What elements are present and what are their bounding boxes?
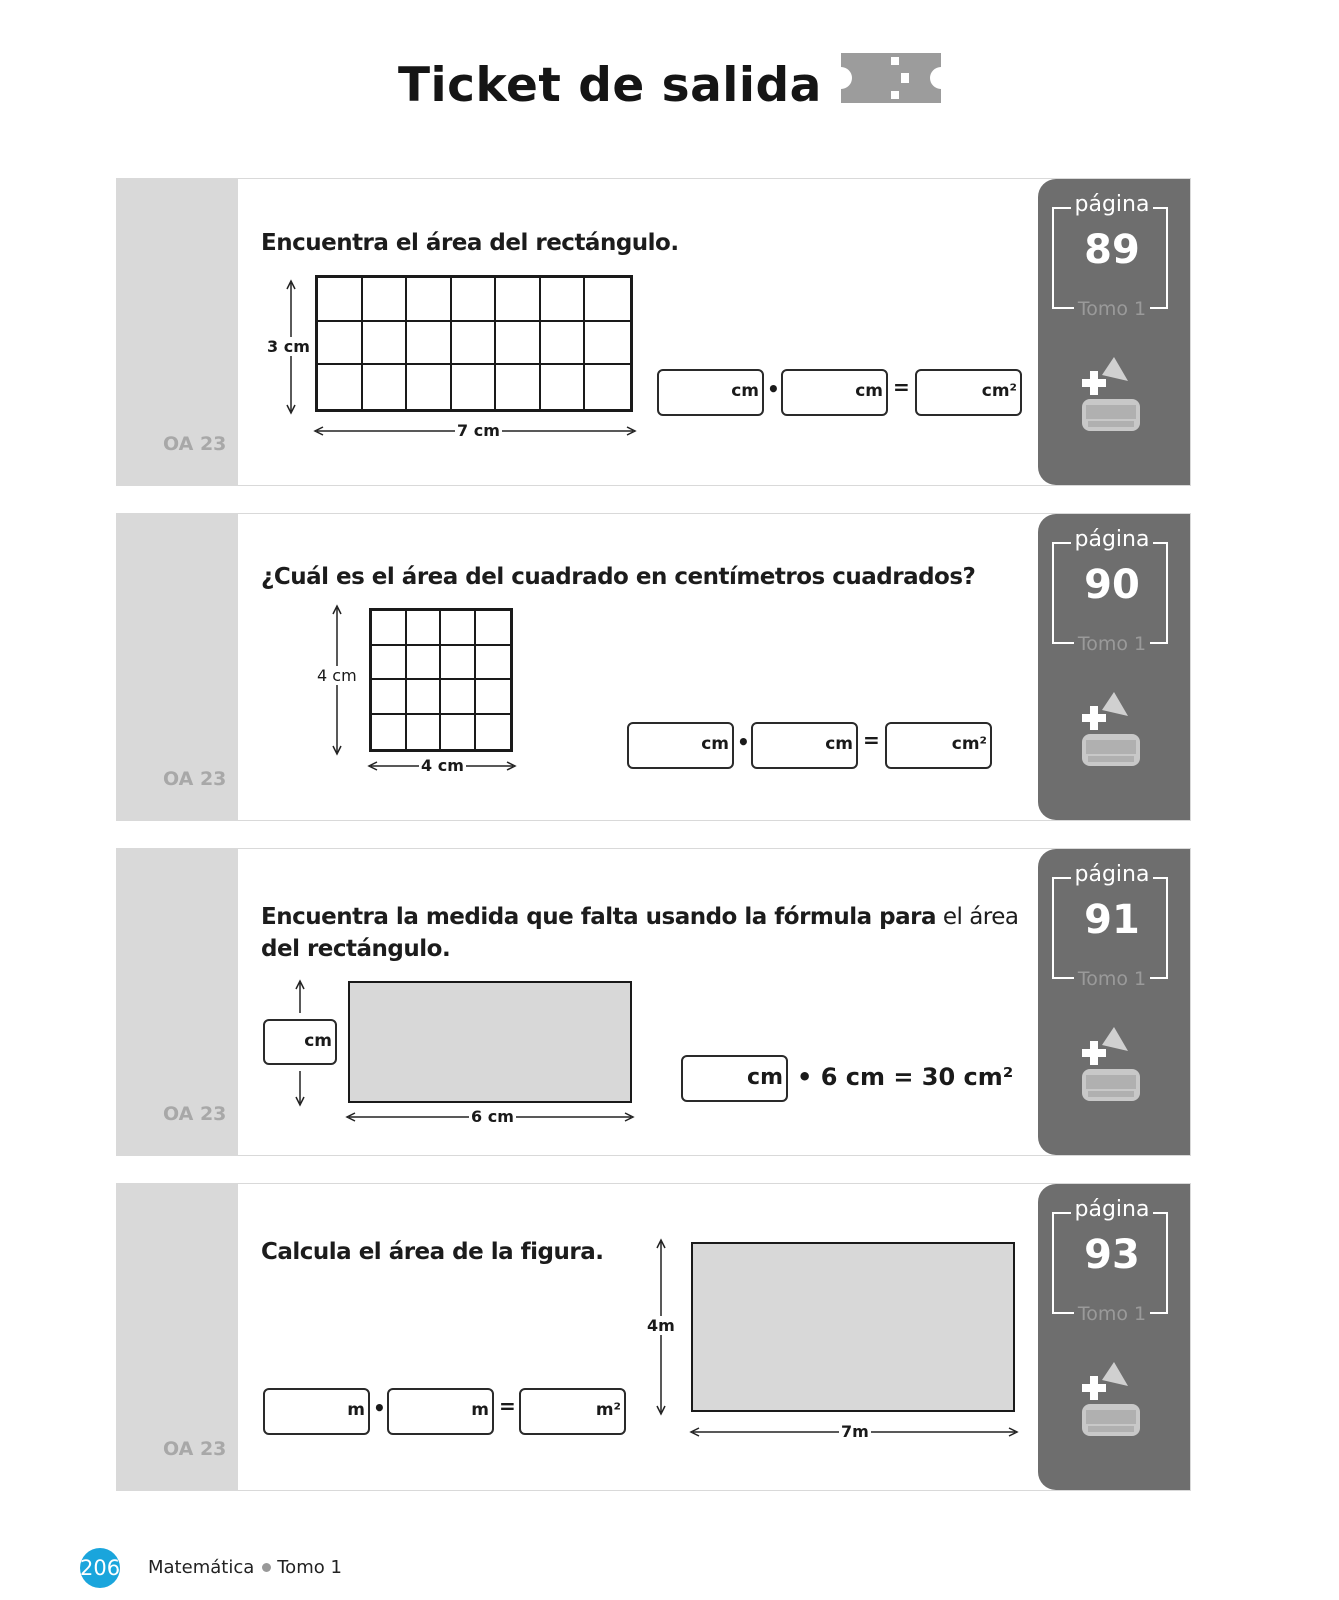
ticket-card-3 [116, 848, 1191, 1156]
page-header [0, 58, 1339, 113]
ticket-card-1 [116, 178, 1191, 486]
equation-rest: • 6 cm = 30 cm² [797, 1063, 1014, 1091]
tomo-label: Tomo 1 [1074, 298, 1150, 320]
footer-subject: Matemática [148, 1557, 255, 1578]
oa-label: OA 23 [163, 1103, 227, 1125]
answer-box-2[interactable]: cm [781, 369, 888, 416]
height-answer-box[interactable]: cm [263, 1019, 337, 1065]
multiply-sign: • [737, 730, 750, 754]
width-label: 4 cm [421, 756, 464, 775]
height-label: 4m [647, 1316, 675, 1335]
ticket-icon [841, 53, 941, 107]
question-text: ¿Cuál es el área del cuadrado en centímetros cuadrados? [261, 564, 976, 590]
tomo-label: Tomo 1 [1074, 1303, 1150, 1325]
page-label: página [1071, 192, 1154, 217]
answer-box-1[interactable]: cm [657, 369, 764, 416]
dimension-arrows [117, 514, 1192, 822]
multiply-sign: • [767, 377, 780, 401]
equals-sign: = [499, 1394, 516, 1418]
tomo-label: Tomo 1 [1074, 633, 1150, 655]
page-label: página [1071, 527, 1154, 552]
height-label: 4 cm [317, 666, 357, 685]
ticket-card-4 [116, 1183, 1191, 1491]
page-number: 89 [1084, 227, 1140, 273]
answer-box-3[interactable]: m² [519, 1388, 626, 1435]
page-label: página [1071, 1197, 1154, 1222]
answer-box-3[interactable]: cm² [915, 369, 1022, 416]
height-label: 3 cm [267, 337, 310, 356]
dimension-arrows [117, 179, 1192, 487]
dimension-arrows [117, 849, 1192, 1157]
page-number: 90 [1084, 562, 1140, 608]
ticket-card-2 [116, 513, 1191, 821]
question-light-part: el área [936, 904, 1019, 930]
answer-box-2[interactable]: cm [751, 722, 858, 769]
answer-box-3[interactable]: cm² [885, 722, 992, 769]
oa-label: OA 23 [163, 768, 227, 790]
page-title: Ticket de salida [398, 58, 822, 113]
footer-text [148, 1557, 342, 1578]
oa-label: OA 23 [163, 1438, 227, 1460]
width-label: 7 cm [457, 421, 500, 440]
answer-box-2[interactable]: m [387, 1388, 494, 1435]
question-text: Encuentra el área del rectángulo. [261, 230, 679, 256]
answer-box-1[interactable]: m [263, 1388, 370, 1435]
separator-dot-icon [262, 1563, 271, 1572]
page-label: página [1071, 862, 1154, 887]
question-line-2: del rectángulo. [261, 936, 451, 962]
equals-sign: = [893, 375, 910, 399]
question-bold-part: Encuentra la medida que falta usando la fórmula para [261, 904, 937, 930]
page-number: 93 [1084, 1232, 1140, 1278]
tomo-label: Tomo 1 [1074, 968, 1150, 990]
page-number-badge: 206 [80, 1548, 120, 1588]
answer-box-1[interactable]: cm [627, 722, 734, 769]
answer-box-1[interactable]: cm [681, 1055, 788, 1102]
question-text: Calcula el área de la figura. [261, 1239, 604, 1265]
multiply-sign: • [373, 1396, 386, 1420]
oa-label: OA 23 [163, 433, 227, 455]
page-number: 91 [1084, 897, 1140, 943]
width-label: 6 cm [471, 1107, 514, 1126]
dimension-arrows [117, 1184, 1192, 1492]
footer-volume: Tomo 1 [277, 1557, 342, 1578]
width-label: 7m [841, 1422, 869, 1441]
equals-sign: = [863, 728, 880, 752]
